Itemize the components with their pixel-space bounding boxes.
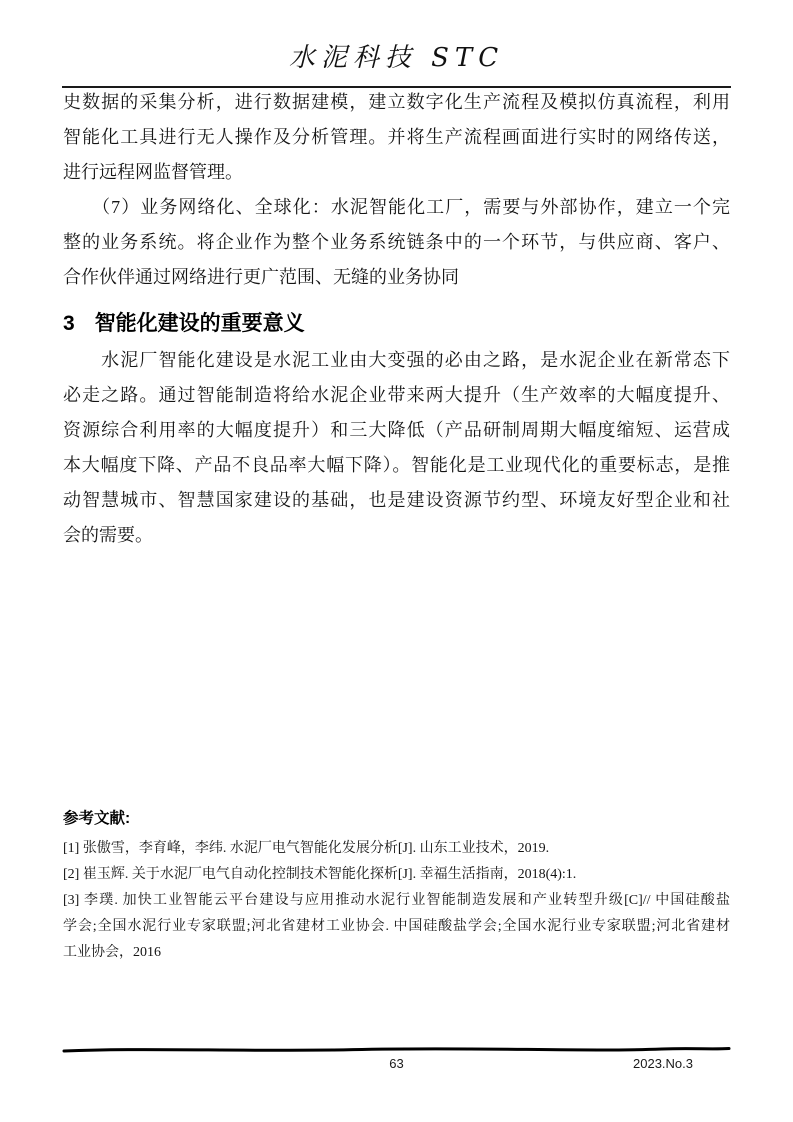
reference-entry-1 — [63, 836, 730, 862]
text-line: 合作伙伴通过网络进行更广范围、无缝的业务协同 — [63, 267, 459, 287]
references-section — [63, 802, 730, 966]
paragraph-digital-production — [63, 85, 730, 190]
paragraph-business-networking — [63, 190, 730, 295]
text-line: 智能化工具进行无人操作及分析管理。并将生产流程画面进行实时的网络传送， — [63, 127, 730, 147]
text-line: 会的需要。 — [63, 525, 153, 545]
page-number: 63 — [389, 1056, 404, 1071]
section-number: 3 — [63, 312, 75, 335]
text-line: 水泥厂智能化建设是水泥工业由大变强的必由之路，是水泥企业在新常态下 — [63, 350, 730, 370]
paragraph-significance — [63, 343, 730, 553]
reference-entry-3 — [63, 888, 730, 966]
text-line: 资源综合利用率的大幅度提升）和三大降低（产品研制周期大幅度缩短、运营成 — [63, 420, 730, 440]
references-heading: 参考文献: — [63, 810, 131, 827]
text-line: 学会;全国水泥行业专家联盟;河北省建材工业协会. 中国硅酸盐学会;全国水泥行业专家联盟;河北省建材 — [63, 919, 730, 934]
article-body — [63, 85, 730, 553]
section-title: 智能化建设的重要意义 — [94, 312, 305, 335]
reference-entry-2 — [63, 862, 730, 888]
text-line: 整的业务系统。将企业作为整个业务系统链条中的一个环节，与供应商、客户、 — [63, 232, 730, 252]
text-line: [1] 张傲雪，李育峰，李纬. 水泥厂电气智能化发展分析[J]. 山东工业技术，2019. — [63, 841, 550, 856]
text-line: 必走之路。通过智能制造将给水泥企业带来两大提升（生产效率的大幅度提升、 — [63, 385, 730, 405]
text-line: 进行远程网监督管理。 — [63, 162, 243, 182]
issue-number: 2023.No.3 — [633, 1056, 693, 1071]
text-line: 工业协会，2016 — [63, 945, 161, 960]
footer-rule — [62, 1046, 731, 1054]
text-line: 动智慧城市、智慧国家建设的基础，也是建设资源节约型、环境友好型企业和社 — [63, 490, 730, 510]
text-line: 史数据的采集分析，进行数据建模，建立数字化生产流程及模拟仿真流程，利用 — [63, 92, 730, 112]
journal-title: 水泥科技 STC — [288, 43, 505, 73]
text-line: （7）业务网络化、全球化：水泥智能化工厂，需要与外部协作，建立一个完 — [63, 197, 730, 217]
text-line: [2] 崔玉辉. 关于水泥厂电气自动化控制技术智能化探析[J]. 幸福生活指南，2018(4):1. — [63, 867, 577, 882]
section-heading — [63, 307, 730, 341]
text-line: 本大幅度下降、产品不良品率大幅下降）。智能化是工业现代化的重要标志，是推 — [63, 455, 730, 475]
text-line: [3] 李璞. 加快工业智能云平台建设与应用推动水泥行业智能制造发展和产业转型升级[C]// 中国硅酸盐 — [63, 893, 730, 908]
